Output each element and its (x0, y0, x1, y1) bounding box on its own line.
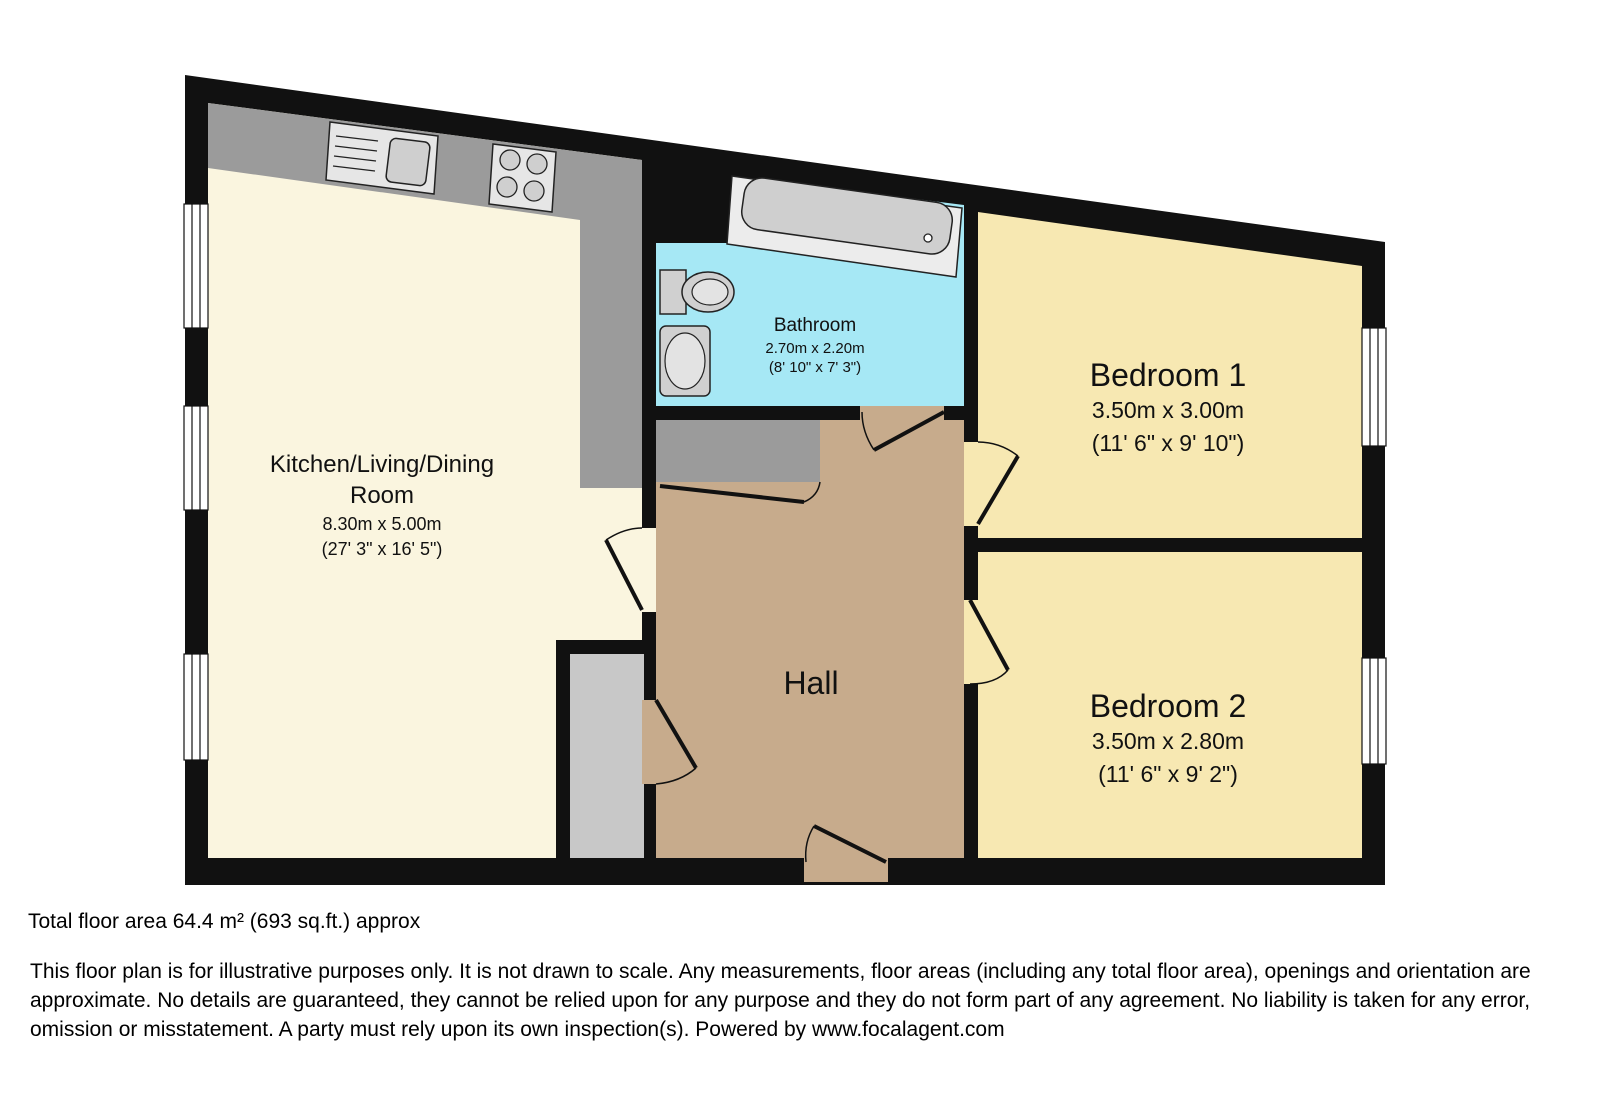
bedroom2-label: Bedroom 2 (1089, 688, 1247, 724)
hall-floor (656, 420, 964, 858)
total-floor-area: Total floor area 64.4 m² (693 sq.ft.) approx (28, 910, 421, 933)
window-icon (184, 654, 208, 760)
bedroom2-size-metric: 3.50m x 2.80m (1091, 728, 1245, 754)
kitchen-size-imperial: (27' 3" x 16' 5") (321, 539, 443, 559)
kitchen-size-metric: 8.30m x 5.00m (322, 514, 442, 534)
window-icon (1362, 328, 1386, 446)
cupboard-door-opening (642, 700, 656, 784)
entrance-door-opening (804, 858, 888, 882)
bathroom-size-imperial: (8' 10" x 7' 3") (768, 359, 862, 376)
bedroom1-label: Bedroom 1 (1089, 357, 1247, 393)
window-icon (184, 406, 208, 510)
kitchen-door-opening (642, 528, 656, 612)
hall-cupboard-unit (656, 420, 820, 482)
storage-cupboard (570, 654, 644, 858)
bedroom1-door-opening (964, 442, 978, 526)
window-icon (1362, 658, 1386, 764)
bedroom1-size-metric: 3.50m x 3.00m (1091, 397, 1245, 423)
kitchen-label-line2: Room (349, 482, 415, 509)
hall-label: Hall (783, 665, 839, 701)
bathroom-size-metric: 2.70m x 2.20m (765, 340, 865, 357)
window-icon (184, 204, 208, 328)
toilet-icon (660, 270, 734, 314)
disclaimer-text: This floor plan is for illustrative purposes only. It is not drawn to scale. Any measurements, floor areas (including any total floor area), openings and orientation are approximate. No details are guaranteed, they cannot be relied upon for any purpose and they do not form part of any agreement. No liability is taken for any error, omission or misstatement. A party must rely upon its own inspection(s). Powered by www.focalagent.com (30, 960, 1531, 1041)
hob-icon (489, 144, 556, 212)
bedroom2-size-imperial: (11' 6" x 9' 2") (1098, 761, 1238, 787)
basin-icon (660, 326, 710, 396)
bathroom-label: Bathroom (773, 315, 857, 336)
bedroom1-size-imperial: (11' 6" x 9' 10") (1091, 430, 1245, 456)
kitchen-label: Kitchen/Living/Dining (269, 451, 495, 478)
